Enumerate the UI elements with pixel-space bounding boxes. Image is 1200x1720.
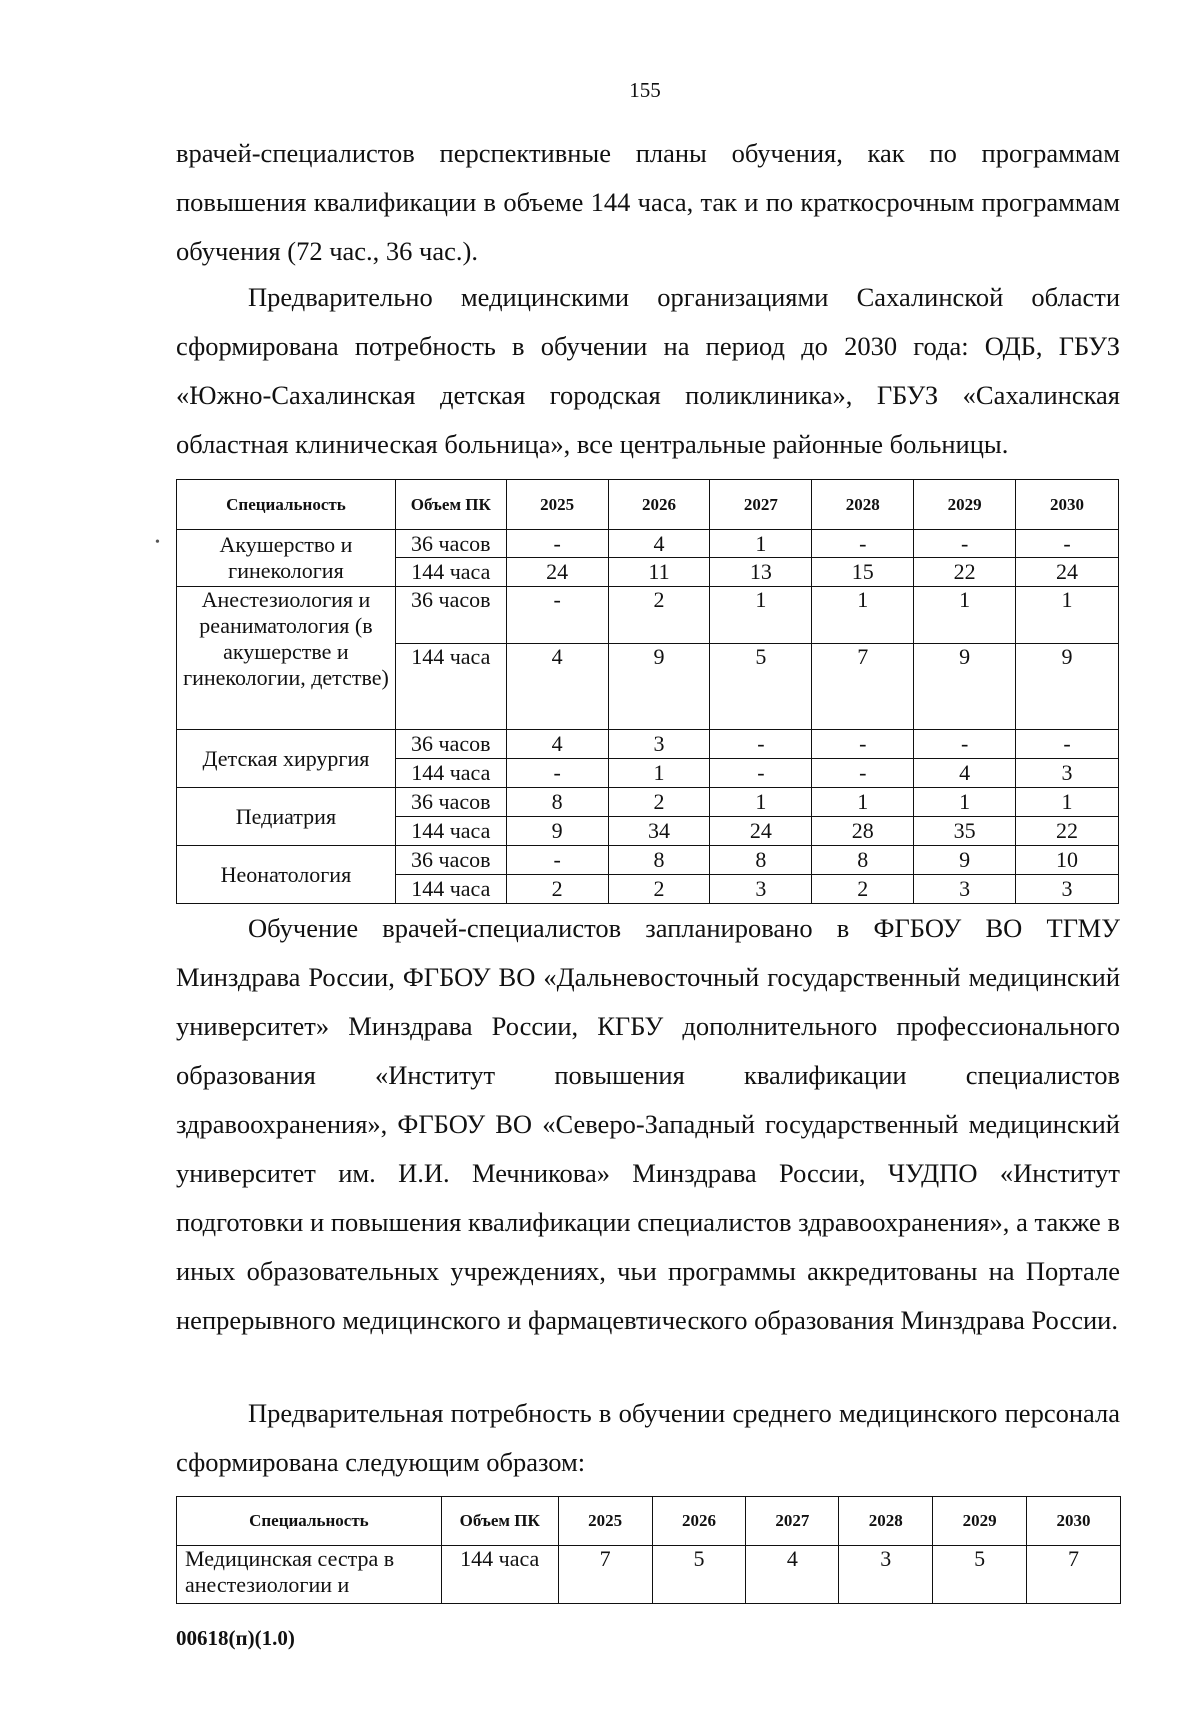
specialty-cell: Анестезиология и реаниматология (в акушерстве и гинекологии, детстве): [177, 587, 396, 730]
value-cell: 7: [812, 644, 914, 730]
volume-cell: 144 часа: [395, 817, 506, 846]
scan-speck: •: [155, 535, 160, 550]
value-cell: 1: [1016, 788, 1119, 817]
volume-cell: 144 часа: [395, 558, 506, 587]
doctors-training-table: [176, 479, 1119, 904]
document-code: 00618(п)(1.0): [176, 1626, 295, 1650]
table-header-row: [177, 1497, 1121, 1546]
value-cell: -: [812, 759, 914, 788]
value-cell: 28: [812, 817, 914, 846]
value-cell: -: [506, 587, 608, 644]
header-volume: Объем ПК: [395, 480, 506, 530]
header-volume: Объем ПК: [441, 1497, 558, 1546]
page-number: 155: [629, 78, 661, 102]
value-cell: 4: [608, 530, 710, 558]
value-cell: 7: [1027, 1546, 1121, 1604]
header-specialty: Специальность: [177, 1497, 442, 1546]
volume-cell: 144 часа: [441, 1546, 558, 1604]
value-cell: 9: [914, 644, 1016, 730]
header-year: 2029: [933, 1497, 1027, 1546]
value-cell: 4: [746, 1546, 839, 1604]
value-cell: 7: [558, 1546, 652, 1604]
header-year: 2029: [914, 480, 1016, 530]
value-cell: 3: [608, 730, 710, 759]
value-cell: 3: [914, 875, 1016, 904]
value-cell: 9: [1016, 644, 1119, 730]
value-cell: 22: [1016, 817, 1119, 846]
value-cell: 4: [506, 644, 608, 730]
header-year: 2028: [812, 480, 914, 530]
value-cell: -: [1016, 730, 1119, 759]
value-cell: -: [914, 530, 1016, 558]
specialty-cell: Детская хирургия: [177, 730, 396, 788]
table-row: [177, 846, 1119, 875]
value-cell: -: [812, 730, 914, 759]
table-row: [177, 730, 1119, 759]
table-row: [177, 1546, 1121, 1604]
header-year: 2030: [1027, 1497, 1121, 1546]
volume-cell: 36 часов: [395, 587, 506, 644]
value-cell: -: [812, 530, 914, 558]
paragraph-intro: врачей-специалистов перспективные планы обучения, как по программам повышения квалификации в объеме 144 часа, так и по краткосрочным программам обучения (72 час., 36 час.).: [176, 138, 1120, 266]
value-cell: -: [710, 730, 812, 759]
value-cell: 24: [1016, 558, 1119, 587]
value-cell: 9: [506, 817, 608, 846]
value-cell: 24: [710, 817, 812, 846]
value-cell: 3: [839, 1546, 933, 1604]
value-cell: -: [1016, 530, 1119, 558]
value-cell: 8: [812, 846, 914, 875]
header-year: 2027: [710, 480, 812, 530]
volume-cell: 144 часа: [395, 644, 506, 730]
value-cell: 5: [933, 1546, 1027, 1604]
header-year: 2025: [506, 480, 608, 530]
volume-cell: 36 часов: [395, 788, 506, 817]
table-row: [177, 788, 1119, 817]
value-cell: 1: [914, 788, 1016, 817]
value-cell: 1: [914, 587, 1016, 644]
header-year: 2026: [608, 480, 710, 530]
header-year: 2028: [839, 1497, 933, 1546]
value-cell: 8: [710, 846, 812, 875]
value-cell: 9: [608, 644, 710, 730]
value-cell: 1: [710, 788, 812, 817]
specialty-cell: Неонатология: [177, 846, 396, 904]
value-cell: 2: [812, 875, 914, 904]
value-cell: 1: [1016, 587, 1119, 644]
value-cell: 10: [1016, 846, 1119, 875]
value-cell: 8: [506, 788, 608, 817]
paragraph-nursing-demand: Предварительная потребность в обучении среднего медицинского персонала сформирована следующим образом:: [176, 1398, 1120, 1477]
paragraph-education-institutions: Обучение врачей-специалистов запланировано в ФГБОУ ВО ТГМУ Минздрава России, ФГБОУ ВО «Дальневосточный государственный медицинский университет» Минздрава России, КГБУ дополнительного профессионального образования «Институт повышения квалификации специалистов здравоохранения», ФГБОУ ВО «Северо-Западный государственный медицинский университет им. И.И. Мечникова» Минздрава России, ЧУДПО «Институт подготовки и повышения квалификации специалистов здравоохранения», а также в иных образовательных учреждениях, чьи программы аккредитованы на Портале непрерывного медицинского и фармацевтического образования Минздрава России.: [176, 913, 1120, 1335]
value-cell: 1: [812, 587, 914, 644]
value-cell: 1: [710, 530, 812, 558]
value-cell: 2: [608, 788, 710, 817]
value-cell: 2: [506, 875, 608, 904]
header-specialty: Специальность: [177, 480, 396, 530]
volume-cell: 36 часов: [395, 530, 506, 558]
value-cell: 2: [608, 587, 710, 644]
value-cell: 1: [812, 788, 914, 817]
header-year: 2026: [652, 1497, 746, 1546]
value-cell: 8: [608, 846, 710, 875]
value-cell: 9: [914, 846, 1016, 875]
paragraph-demand: Предварительно медицинскими организациями Сахалинской области сформирована потребность в обучении на период до 2030 года: ОДБ, ГБУЗ «Южно-Сахалинская детская городская поликлиника», ГБУЗ «Сахалинская областная клиническая больница», все центральные районные больницы.: [176, 282, 1120, 459]
value-cell: -: [710, 759, 812, 788]
value-cell: -: [506, 530, 608, 558]
specialty-cell: Педиатрия: [177, 788, 396, 846]
value-cell: -: [506, 846, 608, 875]
value-cell: 11: [608, 558, 710, 587]
value-cell: 1: [608, 759, 710, 788]
volume-cell: 36 часов: [395, 846, 506, 875]
value-cell: 35: [914, 817, 1016, 846]
volume-cell: 36 часов: [395, 730, 506, 759]
value-cell: 5: [710, 644, 812, 730]
value-cell: 2: [608, 875, 710, 904]
specialty-cell: Медицинская сестра в анестезиологии и: [177, 1546, 442, 1604]
header-year: 2025: [558, 1497, 652, 1546]
volume-cell: 144 часа: [395, 759, 506, 788]
volume-cell: 144 часа: [395, 875, 506, 904]
specialty-cell: Акушерство и гинекология: [177, 530, 396, 587]
value-cell: 1: [710, 587, 812, 644]
value-cell: 24: [506, 558, 608, 587]
value-cell: 4: [914, 759, 1016, 788]
value-cell: 3: [710, 875, 812, 904]
value-cell: 4: [506, 730, 608, 759]
table-row: [177, 530, 1119, 558]
header-year: 2030: [1016, 480, 1119, 530]
value-cell: 13: [710, 558, 812, 587]
value-cell: 3: [1016, 875, 1119, 904]
header-year: 2027: [746, 1497, 839, 1546]
value-cell: 34: [608, 817, 710, 846]
value-cell: 5: [652, 1546, 746, 1604]
value-cell: -: [506, 759, 608, 788]
value-cell: 15: [812, 558, 914, 587]
value-cell: 3: [1016, 759, 1119, 788]
table-header-row: [177, 480, 1119, 530]
nurses-training-table: [176, 1496, 1121, 1604]
value-cell: -: [914, 730, 1016, 759]
table-row: [177, 587, 1119, 644]
value-cell: 22: [914, 558, 1016, 587]
